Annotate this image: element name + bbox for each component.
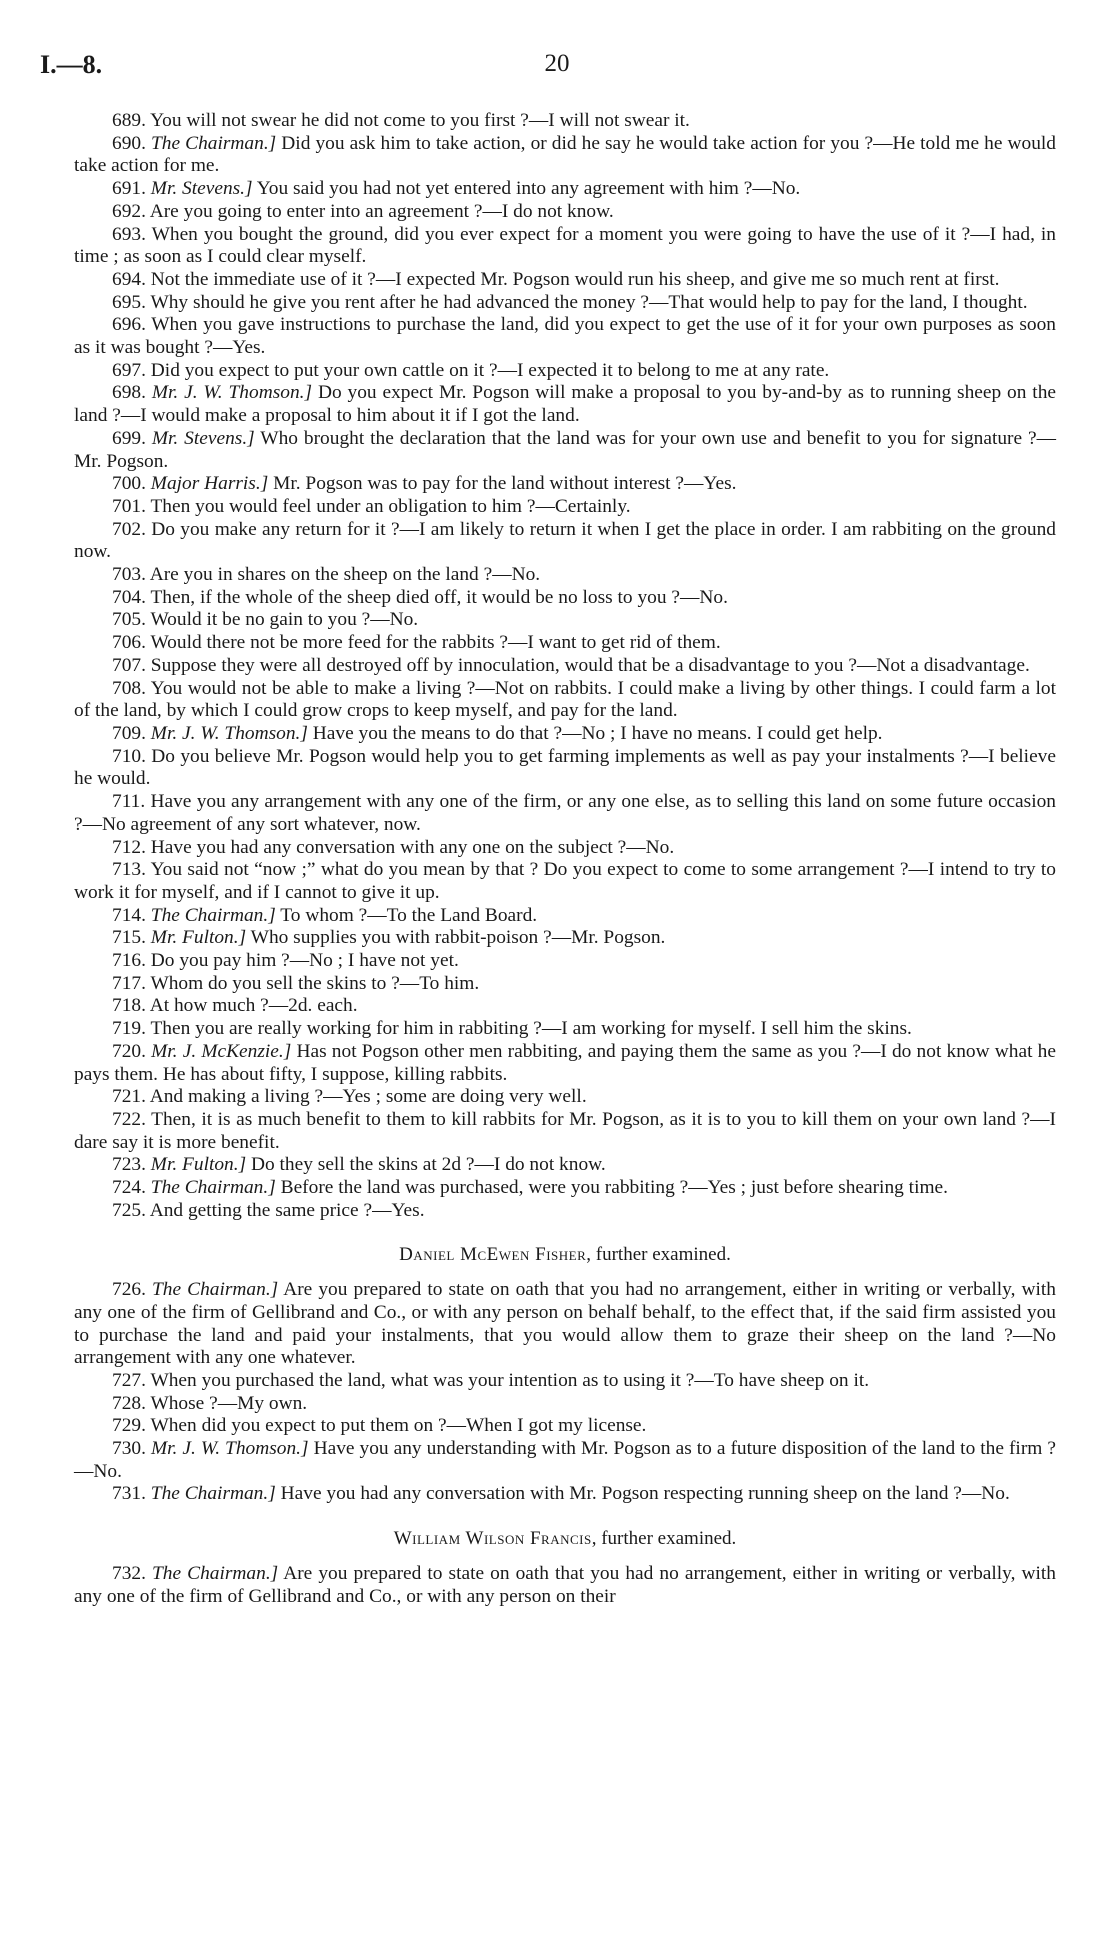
question-number: 726. xyxy=(112,1279,146,1301)
question-paragraph xyxy=(74,723,1056,746)
question-text: Has not Pogson other men rabbiting, and paying them the same as you ?—I do not know what he pays them. He has about fifty, I suppose, killing rabbits. xyxy=(74,1040,1056,1085)
question-paragraph xyxy=(74,837,1056,860)
question-paragraph xyxy=(74,927,1056,950)
question-number: 708. xyxy=(112,677,146,699)
question-number: 696. xyxy=(112,314,146,336)
question-paragraph xyxy=(74,496,1056,519)
evidence-text xyxy=(74,110,1056,1608)
witness-heading xyxy=(74,1528,1056,1551)
question-text: When you bought the ground, did you ever expect for a moment you were going to have the use of it ?—I had, in time ; as soon as I could clear myself. xyxy=(74,223,1056,268)
question-text: Then you would feel under an obligation to him ?—Certainly. xyxy=(150,495,631,517)
question-text: Who supplies you with rabbit-poison ?—Mr. Pogson. xyxy=(250,927,666,949)
question-paragraph xyxy=(74,587,1056,610)
question-text: Mr. Pogson was to pay for the land without interest ?—Yes. xyxy=(273,473,737,495)
speaker-name: The Chairman.] xyxy=(150,1483,276,1505)
question-number: 722. xyxy=(112,1108,146,1130)
witness-status: , further examined. xyxy=(591,1528,737,1550)
question-text: Do you make any return for it ?—I am likely to return it when I get the place in order. I am rabbiting on the ground now. xyxy=(74,518,1056,563)
question-number: 731. xyxy=(112,1483,146,1505)
question-number: 710. xyxy=(112,745,146,767)
question-text: Would there not be more feed for the rabbits ?—I want to get rid of them. xyxy=(150,632,721,654)
question-paragraph xyxy=(74,201,1056,224)
question-text: Whom do you sell the skins to ?—To him. xyxy=(150,972,480,994)
speaker-name: Mr. Stevens.] xyxy=(151,427,255,449)
question-paragraph xyxy=(74,655,1056,678)
question-text: Then you are really working for him in rabbiting ?—I am working for myself. I sell him the skins. xyxy=(150,1018,912,1040)
question-paragraph xyxy=(74,1393,1056,1416)
question-paragraph xyxy=(74,224,1056,269)
question-number: 716. xyxy=(112,950,146,972)
question-text: When you gave instructions to purchase the land, did you expect to get the use of it for your own purposes as soon as it was bought ?—Yes. xyxy=(74,314,1056,359)
question-text: Have you the means to do that ?—No ; I have no means. I could get help. xyxy=(312,722,883,744)
question-text: Did you expect to put your own cattle on it ?—I expected it to belong to me at any rate. xyxy=(150,359,830,381)
question-paragraph xyxy=(74,1041,1056,1086)
question-paragraph xyxy=(74,428,1056,473)
question-paragraph xyxy=(74,609,1056,632)
speaker-name: Major Harris.] xyxy=(150,473,269,495)
question-text: When did you expect to put them on ?—When I got my license. xyxy=(150,1415,647,1437)
question-number: 712. xyxy=(112,836,146,858)
witness-status: , further examined. xyxy=(586,1244,731,1266)
question-paragraph xyxy=(74,314,1056,359)
question-paragraph xyxy=(74,473,1056,496)
question-paragraph xyxy=(74,973,1056,996)
question-number: 691. xyxy=(112,178,146,200)
question-number: 723. xyxy=(112,1154,146,1176)
question-paragraph xyxy=(74,859,1056,904)
question-number: 725. xyxy=(112,1199,146,1221)
question-paragraph xyxy=(74,678,1056,723)
question-paragraph xyxy=(74,133,1056,178)
question-text: Are you prepared to state on oath that you had no arrangement, either in writing or verbally, with any one of the firm of Gellibrand and Co., or with any person on behalf behalf, to the effect that, if the said firm assisted you to purchase the land and paid your instalments, that you would allow them to graze their sheep on the land ?—No arrangement with any one whatever. xyxy=(74,1279,1056,1369)
question-text: To whom ?—To the Land Board. xyxy=(280,904,538,926)
question-text: Do you believe Mr. Pogson would help you to get farming implements as well as pay your instalments ?—I believe he would. xyxy=(74,745,1056,790)
question-paragraph xyxy=(74,995,1056,1018)
question-text: You said you had not yet entered into any agreement with him ?—No. xyxy=(256,178,801,200)
question-text: Have you had any conversation with Mr. Pogson respecting running sheep on the land ?—No. xyxy=(280,1483,1010,1505)
question-text: You would not be able to make a living ?—Not on rabbits. I could make a living by other things. I could farm a lot of the land, by which I could grow crops to keep myself, and pay for the land. xyxy=(74,677,1056,722)
question-number: 701. xyxy=(112,495,146,517)
question-text: Then, it is as much benefit to them to kill rabbits for Mr. Pogson, as it is to you to kill them on your own land ?—I dare say it is more benefit. xyxy=(74,1108,1056,1153)
question-number: 728. xyxy=(112,1392,146,1414)
question-paragraph xyxy=(74,791,1056,836)
question-paragraph xyxy=(74,905,1056,928)
question-paragraph xyxy=(74,292,1056,315)
question-paragraph xyxy=(74,1483,1056,1506)
question-number: 717. xyxy=(112,972,146,994)
question-number: 705. xyxy=(112,609,146,631)
page-header xyxy=(40,50,1074,86)
question-number: 706. xyxy=(112,632,146,654)
question-number: 721. xyxy=(112,1086,146,1108)
question-paragraph xyxy=(74,269,1056,292)
question-text: Why should he give you rent after he had advanced the money ?—That would help to pay for the land, I thought. xyxy=(150,291,1028,313)
speaker-name: The Chairman.] xyxy=(150,904,276,926)
question-text: At how much ?—2d. each. xyxy=(149,995,358,1017)
speaker-name: Mr. J. W. Thomson.] xyxy=(150,722,308,744)
question-text: Did you ask him to take action, or did he say he would take action for you ?—He told me he would take action for me. xyxy=(74,132,1056,177)
speaker-name: Mr. Fulton.] xyxy=(150,1154,247,1176)
question-text: You said not “now ;” what do you mean by that ? Do you expect to come to some arrangement ?—I intend to try to work it for myself, and if I cannot to give it up. xyxy=(74,859,1056,903)
question-text: Are you going to enter into an agreement ?—I do not know. xyxy=(149,200,614,222)
question-number: 715. xyxy=(112,927,146,949)
question-text: Are you prepared to state on oath that you had no arrangement, either in writing or verbally, with any one of the firm of Gellibrand and Co., or with any person on their xyxy=(74,1562,1056,1607)
question-paragraph xyxy=(74,632,1056,655)
question-number: 704. xyxy=(112,586,146,608)
question-number: 690. xyxy=(112,132,146,154)
question-text: Do they sell the skins at 2d ?—I do not know. xyxy=(251,1154,606,1176)
question-text: When you purchased the land, what was your intention as to using it ?—To have sheep on it. xyxy=(150,1369,870,1391)
speaker-name: Mr. J. W. Thomson.] xyxy=(151,382,313,404)
speaker-name: Mr. Stevens.] xyxy=(150,178,253,200)
question-paragraph xyxy=(74,1279,1056,1370)
question-number: 732. xyxy=(112,1562,146,1584)
question-text: Then, if the whole of the sheep died off, it would be no loss to you ?—No. xyxy=(150,586,728,608)
question-text: And getting the same price ?—Yes. xyxy=(149,1199,425,1221)
speaker-name: The Chairman.] xyxy=(152,1562,279,1584)
question-number: 709. xyxy=(112,722,146,744)
question-number: 702. xyxy=(112,518,146,540)
question-number: 694. xyxy=(112,268,146,290)
question-paragraph xyxy=(74,1415,1056,1438)
question-text: Have you had any conversation with any one on the subject ?—No. xyxy=(150,836,675,858)
witness-name: William Wilson Francis xyxy=(393,1528,592,1550)
witness-heading xyxy=(74,1244,1056,1267)
question-paragraph xyxy=(74,110,1056,133)
question-text: Are you in shares on the sheep on the land ?—No. xyxy=(149,564,541,586)
question-number: 693. xyxy=(112,223,146,245)
question-text: Whose ?—My own. xyxy=(150,1392,308,1414)
question-paragraph xyxy=(74,1370,1056,1393)
question-number: 714. xyxy=(112,904,146,926)
question-number: 718. xyxy=(112,995,146,1017)
question-number: 700. xyxy=(112,473,146,495)
question-number: 729. xyxy=(112,1415,146,1437)
speaker-name: The Chairman.] xyxy=(151,132,277,154)
question-number: 692. xyxy=(112,200,146,222)
question-paragraph xyxy=(74,564,1056,587)
question-number: 719. xyxy=(112,1018,146,1040)
question-paragraph xyxy=(74,950,1056,973)
question-text: Before the land was purchased, were you rabbiting ?—Yes ; just before shearing time. xyxy=(280,1177,948,1199)
question-number: 727. xyxy=(112,1369,146,1391)
question-text: Have you any understanding with Mr. Pogson as to a future disposition of the land to the firm ?—No. xyxy=(74,1438,1056,1482)
question-text: Suppose they were all destroyed off by innoculation, would that be a disadvantage to you ?—Not a disadvantage. xyxy=(150,654,1030,676)
question-paragraph xyxy=(74,1086,1056,1109)
question-text: Do you pay him ?—No ; I have not yet. xyxy=(150,950,459,972)
speaker-name: The Chairman.] xyxy=(150,1177,276,1199)
document-reference: I.—8. xyxy=(40,50,103,79)
question-paragraph xyxy=(74,1109,1056,1154)
question-number: 711. xyxy=(112,791,146,813)
question-paragraph xyxy=(74,1563,1056,1608)
question-number: 703. xyxy=(112,564,146,586)
question-number: 707. xyxy=(112,654,146,676)
question-number: 695. xyxy=(112,291,146,313)
question-number: 697. xyxy=(112,359,146,381)
question-paragraph xyxy=(74,1018,1056,1041)
page-number: 20 xyxy=(544,50,570,77)
question-text: Do you expect Mr. Pogson will make a proposal to you by-and-by as to running sheep on the land ?—I would make a proposal to him about it if I got the land. xyxy=(74,382,1057,427)
question-number: 724. xyxy=(112,1177,146,1199)
question-paragraph xyxy=(74,519,1056,564)
question-number: 730. xyxy=(112,1438,146,1460)
question-paragraph xyxy=(74,1177,1056,1200)
question-number: 689. xyxy=(112,110,146,131)
question-number: 713. xyxy=(112,859,146,881)
question-paragraph xyxy=(74,1438,1056,1483)
speaker-name: The Chairman.] xyxy=(152,1279,279,1301)
question-text: And making a living ?—Yes ; some are doing very well. xyxy=(149,1086,587,1108)
question-text: Have you any arrangement with any one of the firm, or any one else, as to selling this land on some future occasion ?—No agreement of any sort whatever, now. xyxy=(74,791,1056,835)
question-paragraph xyxy=(74,1154,1056,1177)
question-paragraph xyxy=(74,746,1056,791)
speaker-name: Mr. J. McKenzie.] xyxy=(151,1040,292,1062)
question-text: Would it be no gain to you ?—No. xyxy=(150,609,419,631)
speaker-name: Mr. J. W. Thomson.] xyxy=(150,1438,309,1460)
question-text: Who brought the declaration that the land was for your own use and benefit to you for signature ?—Mr. Pogson. xyxy=(74,427,1057,472)
question-text: You will not swear he did not come to you first ?—I will not swear it. xyxy=(150,110,690,131)
question-number: 699. xyxy=(112,427,146,449)
question-paragraph xyxy=(74,382,1056,427)
speaker-name: Mr. Fulton.] xyxy=(150,927,247,949)
question-text: Not the immediate use of it ?—I expected Mr. Pogson would run his sheep, and give me so much rent at first. xyxy=(150,268,1000,290)
question-paragraph xyxy=(74,178,1056,201)
question-paragraph xyxy=(74,360,1056,383)
witness-name: Daniel McEwen Fisher xyxy=(399,1244,587,1266)
question-number: 720. xyxy=(112,1040,146,1062)
question-paragraph xyxy=(74,1200,1056,1223)
question-number: 698. xyxy=(112,382,146,404)
